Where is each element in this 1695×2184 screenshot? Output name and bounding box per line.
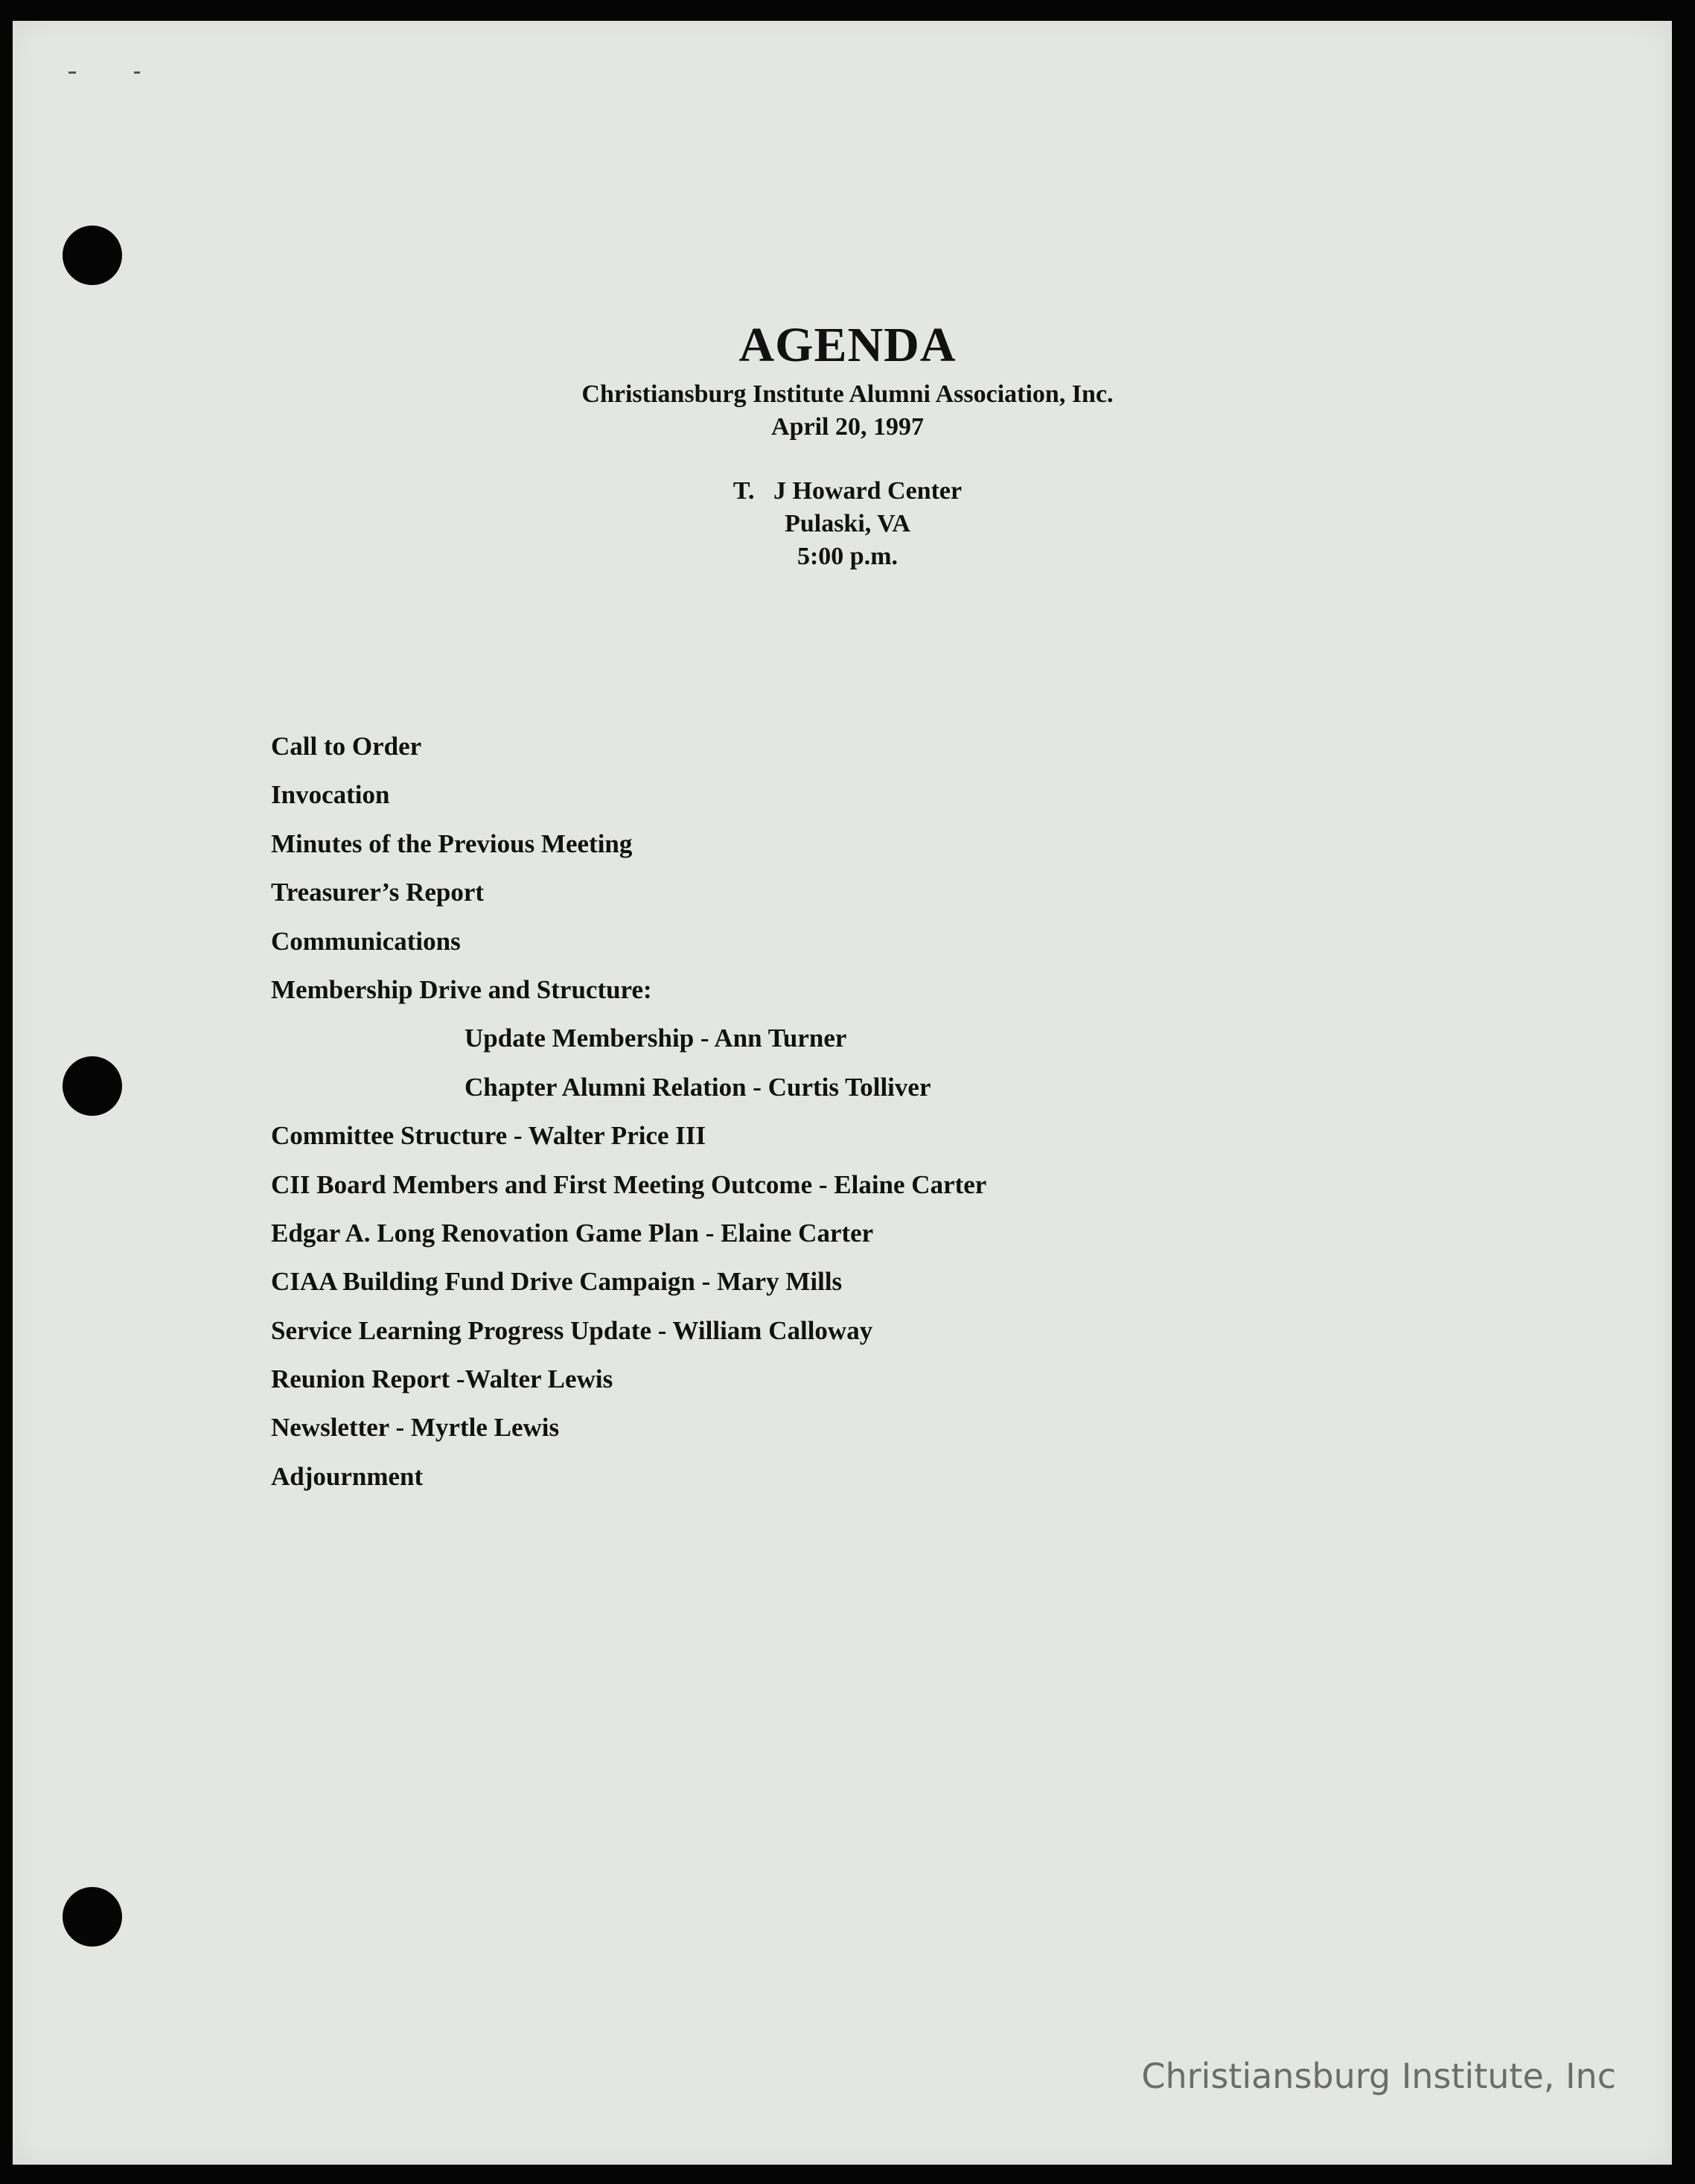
paper-mark <box>68 71 76 74</box>
document-title: AGENDA <box>738 318 957 372</box>
meeting-date: April 20, 1997 <box>771 413 924 441</box>
paper-mark <box>134 71 140 74</box>
agenda-item: CIAA Building Fund Drive Campaign - Mary Mills <box>271 1267 843 1297</box>
agenda-item: Reunion Report -Walter Lewis <box>271 1364 613 1394</box>
agenda-item: Committee Structure - Walter Price III <box>271 1121 706 1151</box>
punch-hole-middle <box>63 1056 122 1116</box>
agenda-item: Minutes of the Previous Meeting <box>271 828 633 858</box>
agenda-item: Call to Order <box>271 732 422 761</box>
agenda-item: Newsletter - Myrtle Lewis <box>271 1413 560 1443</box>
agenda-item: Communications <box>271 926 461 956</box>
venue-name: T. J Howard Center <box>732 477 963 505</box>
meeting-time: 5:00 p.m. <box>797 543 898 570</box>
agenda-item: Invocation <box>271 780 390 810</box>
punch-hole-bottom <box>63 1887 122 1947</box>
agenda-list <box>271 728 986 1507</box>
punch-hole-top <box>63 226 122 285</box>
watermark-text: Christiansburg Institute, Inc <box>1141 2056 1616 2096</box>
organization-name: Christiansburg Institute Alumni Association, Inc. <box>581 380 1114 408</box>
agenda-header <box>0 313 1695 573</box>
agenda-item: Adjournment <box>271 1461 424 1491</box>
venue-block <box>0 475 1695 573</box>
agenda-item: Service Learning Progress Update - William Calloway <box>271 1315 873 1345</box>
agenda-item: Edgar A. Long Renovation Game Plan - Elaine Carter <box>271 1218 874 1248</box>
agenda-item: Membership Drive and Structure: <box>271 974 652 1004</box>
agenda-item: Treasurer’s Report <box>271 878 485 907</box>
agenda-item: CII Board Members and First Meeting Outcome - Elaine Carter <box>271 1169 987 1199</box>
agenda-subitem: Update Membership - Ann Turner <box>465 1024 847 1053</box>
venue-location: Pulaski, VA <box>785 510 910 537</box>
agenda-subitem: Chapter Alumni Relation - Curtis Tolliver <box>465 1072 931 1102</box>
